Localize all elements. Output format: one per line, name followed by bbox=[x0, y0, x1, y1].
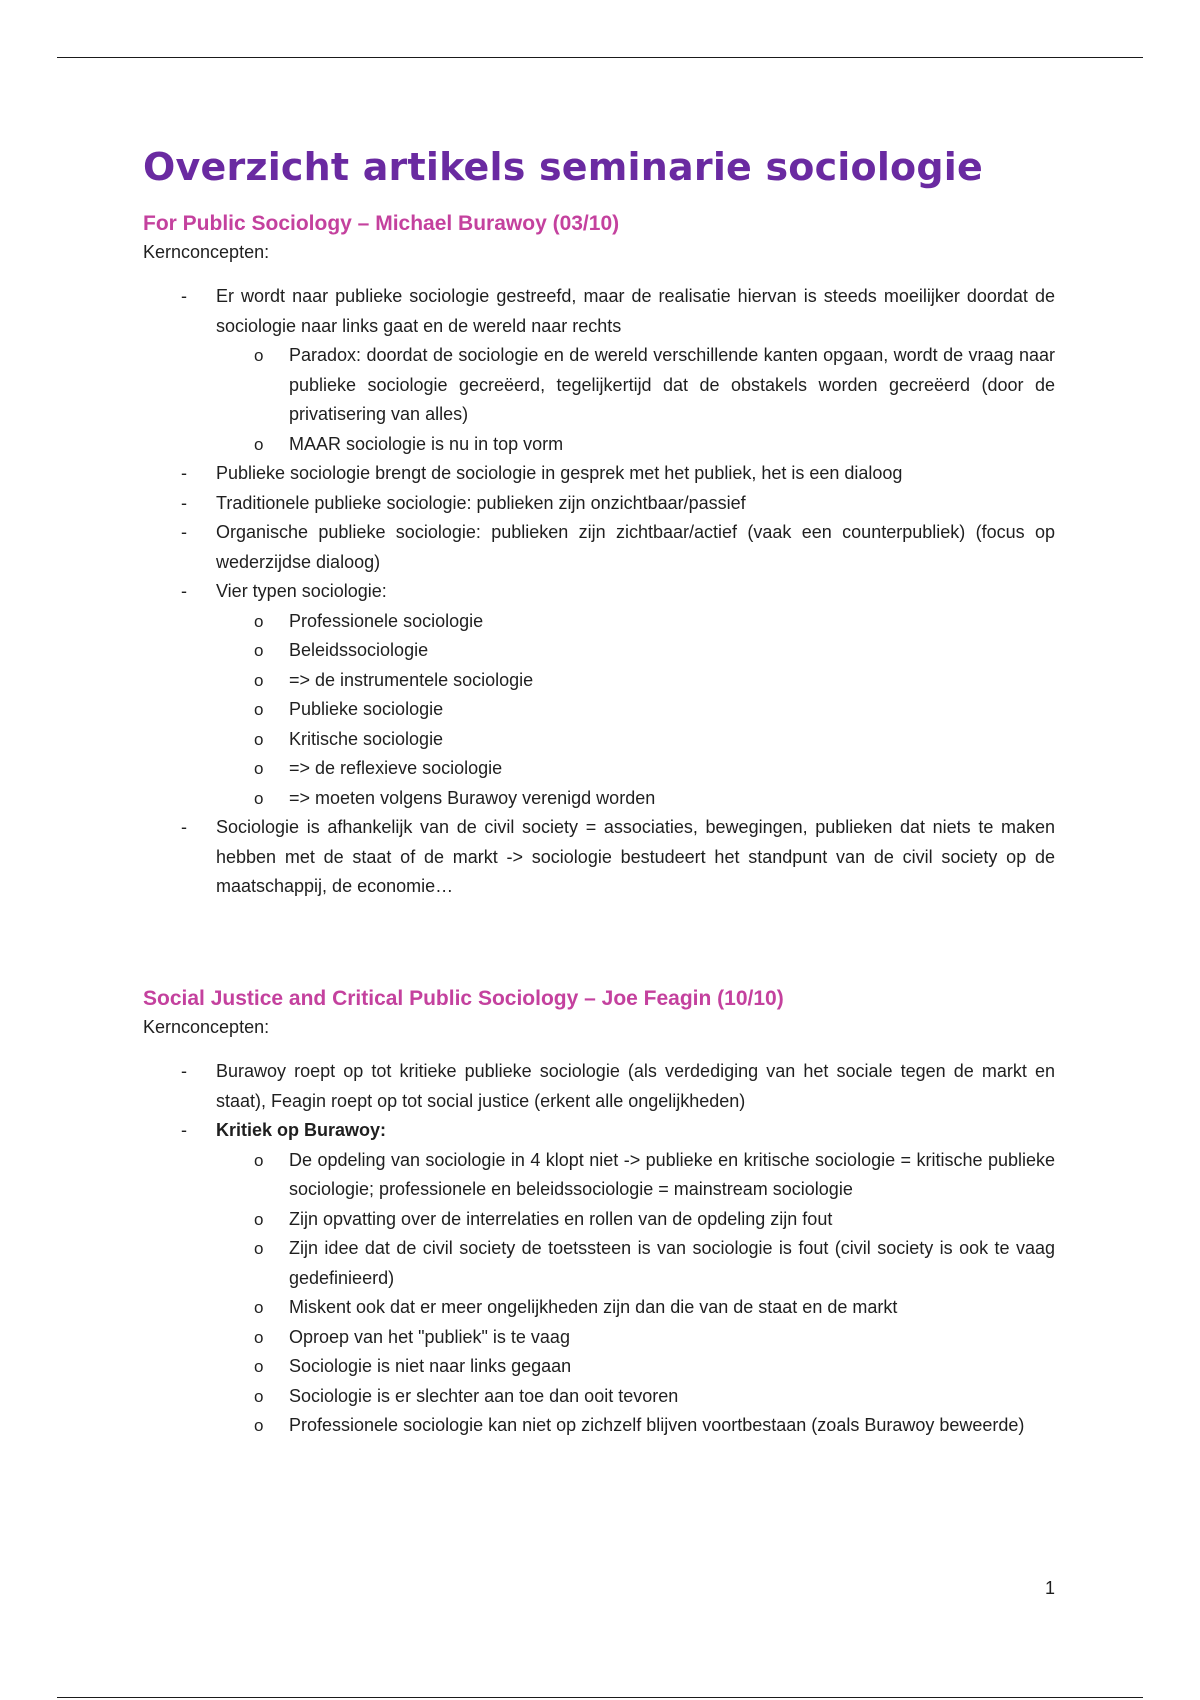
kernconcepten-label: Kernconcepten: bbox=[143, 1017, 270, 1037]
sub-list-item bbox=[216, 1382, 1055, 1412]
sub-list bbox=[216, 1146, 1055, 1441]
list-item bbox=[143, 1116, 1055, 1441]
circle-bullet: o bbox=[254, 641, 264, 660]
list-item-text: Burawoy roept op tot kritieke publieke sociologie (als verdediging van het sociale tegen de markt en staat), Feagin roept op tot social justice (erkent alle ongelijkheden) bbox=[216, 1061, 1055, 1111]
dash-bullet: - bbox=[181, 286, 187, 306]
circle-bullet: o bbox=[254, 346, 264, 365]
dash-bullet: - bbox=[181, 817, 187, 837]
dash-bullet: - bbox=[181, 1120, 187, 1140]
sub-item-text: Publieke sociologie bbox=[289, 699, 444, 719]
circle-bullet: o bbox=[254, 1386, 264, 1406]
sub-item-text: Professionele sociologie bbox=[289, 610, 484, 631]
list-item-text: Organische publieke sociologie: publieken zijn zichtbaar/actief (vaak een counterpubliek) (focus op wederzijdse dialoog) bbox=[216, 522, 1055, 572]
section-burawoy bbox=[143, 210, 1055, 902]
sub-list-item bbox=[216, 695, 1055, 725]
sub-item-text: Sociologie is niet naar links gegaan bbox=[289, 1356, 572, 1376]
sub-item-text: Paradox: doordat de sociologie en de wereld verschillende kanten opgaan, wordt de vraag naar publieke sociologie gecreëerd, tegelijkertijd dat de obstakels worden gecreëerd (door de privatisering van alles) bbox=[289, 345, 1055, 424]
list-item-text: Vier typen sociologie: bbox=[216, 581, 387, 601]
sub-item-text: Beleidssociologie bbox=[289, 640, 429, 660]
list-item bbox=[143, 282, 1055, 459]
list-item bbox=[143, 489, 1055, 519]
sub-item-text: => moeten volgens Burawoy verenigd worden bbox=[289, 787, 656, 808]
circle-bullet: o bbox=[254, 759, 264, 778]
circle-bullet: o bbox=[254, 700, 264, 719]
dash-bullet: - bbox=[181, 581, 187, 601]
list-item-text: Kritiek op Burawoy: bbox=[216, 1120, 387, 1140]
sub-list-item bbox=[216, 1234, 1055, 1293]
footer-rule bbox=[57, 1697, 1143, 1698]
sub-item-text: Professionele sociologie kan niet op zichzelf blijven voortbestaan (zoals Burawoy beweerde) bbox=[289, 1415, 1025, 1435]
sub-list-item bbox=[216, 1411, 1055, 1441]
list-item bbox=[143, 518, 1055, 577]
circle-bullet: o bbox=[254, 729, 264, 749]
sub-list-item bbox=[216, 341, 1055, 430]
circle-bullet: o bbox=[254, 1357, 264, 1376]
circle-bullet: o bbox=[254, 611, 264, 631]
sub-list-item bbox=[216, 666, 1055, 696]
list-item-text: Sociologie is afhankelijk van de civil society = associaties, bewegingen, publieken dat niets te maken hebben met de staat of de markt -> sociologie bestudeert het standpunt van de civil society op de maatschappij, de economie… bbox=[216, 817, 1055, 896]
list-item-text: Traditionele publieke sociologie: publieken zijn onzichtbaar/passief bbox=[216, 492, 746, 513]
sub-item-text: MAAR sociologie is nu in top vorm bbox=[289, 433, 564, 454]
sub-item-text: => de instrumentele sociologie bbox=[289, 669, 534, 690]
sub-item-text: Oproep van het "publiek" is te vaag bbox=[289, 1326, 570, 1347]
header-rule bbox=[57, 57, 1143, 58]
sub-list-item bbox=[216, 784, 1055, 814]
dash-bullet: - bbox=[181, 492, 187, 513]
dash-bullet: - bbox=[181, 1061, 187, 1081]
circle-bullet: o bbox=[254, 1416, 264, 1435]
list-item bbox=[143, 459, 1055, 489]
section-heading: For Public Sociology – Michael Burawoy (03/10) bbox=[143, 212, 620, 235]
list-item bbox=[143, 1057, 1055, 1116]
list-item bbox=[143, 813, 1055, 902]
circle-bullet: o bbox=[254, 434, 264, 454]
list-item bbox=[143, 577, 1055, 813]
sub-list-item bbox=[216, 1146, 1055, 1205]
page-number: 1 bbox=[1045, 1578, 1056, 1598]
circle-bullet: o bbox=[254, 1239, 264, 1258]
section-feagin bbox=[143, 985, 1055, 1441]
kernconcepten-label: Kernconcepten: bbox=[143, 242, 270, 262]
sub-list-item bbox=[216, 1323, 1055, 1353]
circle-bullet: o bbox=[254, 1150, 264, 1170]
sub-item-text: Zijn opvatting over de interrelaties en rollen van de opdeling zijn fout bbox=[289, 1208, 833, 1229]
list-item-text: Er wordt naar publieke sociologie gestreefd, maar de realisatie hiervan is steeds moeilijker doordat de sociologie naar links gaat en de wereld naar rechts bbox=[216, 286, 1055, 336]
bullet-list bbox=[143, 282, 1055, 902]
document-page bbox=[143, 138, 1055, 1435]
circle-bullet: o bbox=[254, 788, 264, 808]
sub-item-text: Miskent ook dat er meer ongelijkheden zijn dan die van de staat en de markt bbox=[289, 1297, 898, 1317]
bullet-list bbox=[143, 1057, 1055, 1441]
circle-bullet: o bbox=[254, 670, 264, 690]
circle-bullet: o bbox=[254, 1209, 264, 1229]
list-item-text: Publieke sociologie brengt de sociologie in gesprek met het publiek, het is een dialoog bbox=[216, 463, 903, 483]
sub-item-text: Kritische sociologie bbox=[289, 728, 444, 749]
dash-bullet: - bbox=[181, 463, 187, 483]
sub-list-item bbox=[216, 1205, 1055, 1235]
sub-list-item bbox=[216, 636, 1055, 666]
section-heading: Social Justice and Critical Public Sociology – Joe Feagin (10/10) bbox=[143, 987, 784, 1010]
sub-list-item bbox=[216, 1293, 1055, 1323]
sub-item-text: Zijn idee dat de civil society de toetssteen is van sociologie is fout (civil society is ook te vaag gedefinieerd) bbox=[289, 1238, 1055, 1288]
sub-list-item bbox=[216, 754, 1055, 784]
sub-list bbox=[216, 607, 1055, 814]
circle-bullet: o bbox=[254, 1298, 264, 1317]
sub-item-text: Sociologie is er slechter aan toe dan ooit tevoren bbox=[289, 1385, 679, 1406]
circle-bullet: o bbox=[254, 1327, 264, 1347]
document-title: Overzicht artikels seminarie sociologie bbox=[143, 145, 983, 189]
sub-list-item bbox=[216, 430, 1055, 460]
sub-list-item bbox=[216, 725, 1055, 755]
dash-bullet: - bbox=[181, 522, 187, 542]
sub-list-item bbox=[216, 1352, 1055, 1382]
sub-list-item bbox=[216, 607, 1055, 637]
sub-item-text: => de reflexieve sociologie bbox=[289, 758, 503, 778]
sub-item-text: De opdeling van sociologie in 4 klopt niet -> publieke en kritische sociologie = kritische publieke sociologie; professionele en beleidssociologie = mainstream sociologie bbox=[289, 1149, 1055, 1199]
sub-list bbox=[216, 341, 1055, 459]
